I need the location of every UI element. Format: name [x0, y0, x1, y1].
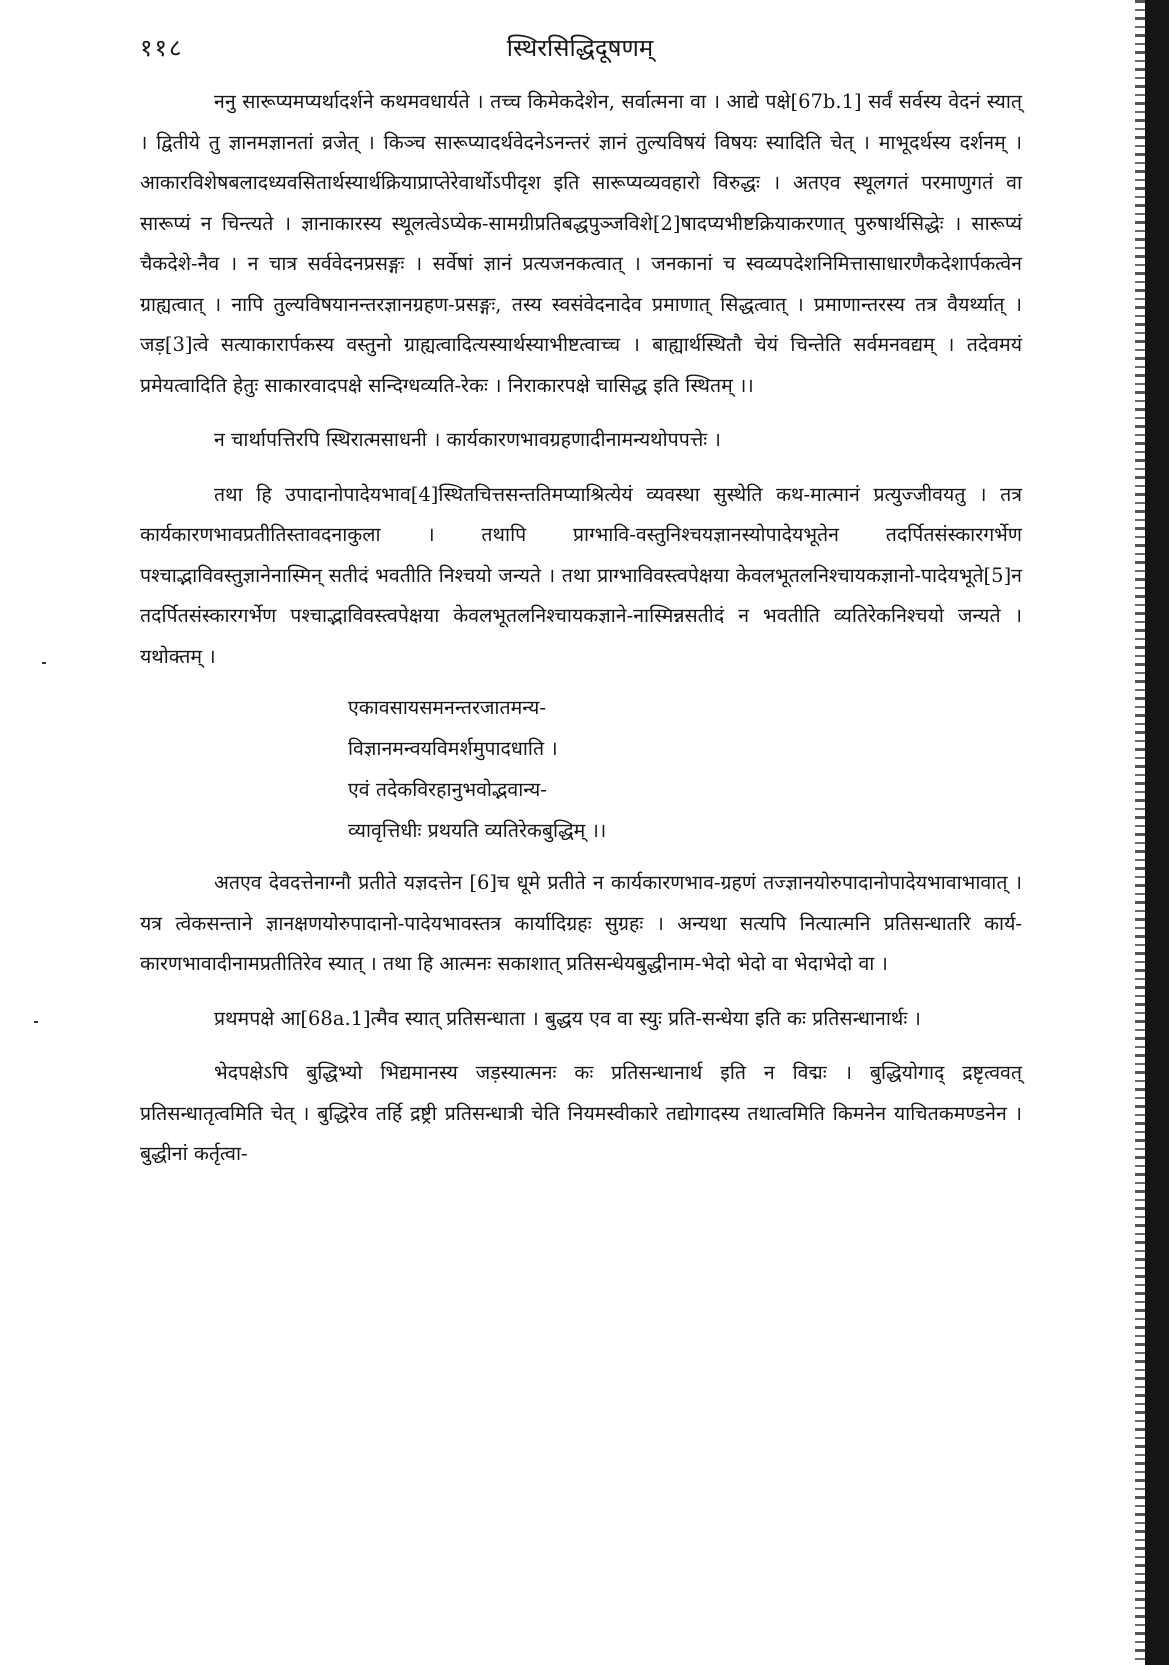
paragraph-5: प्रथमपक्षे आ[68a.1]त्मैव स्यात् प्रतिसन्धाता । बुद्धय एव वा स्युः प्रति-सन्धेया इति कः प्रतिसन्धानार्थः ।: [214, 1006, 921, 1030]
running-title: स्थिरसिद्धिदूषणम्: [506, 34, 654, 62]
paragraph-6: भेदपक्षेऽपि बुद्धिभ्यो भिद्यमानस्य जड़स्यात्मनः कः प्रतिसन्धानार्थ इति न विद्मः । बुद्धियोगाद् द्रष्टृत्ववत् प्रतिसन्धातृत्वमिति चेत् । बुद्धिरेव तर्हि द्रष्ट्री प्रतिसन्धात्री चेति नियमस्वीकारे तद्योगादस्य तथात्वमिति किमनेन याचितकमण्डनेन । बुद्धीनां कर्तृत्वा-: [140, 1061, 1022, 1165]
book-spine-edge: [1135, 0, 1145, 1665]
verse-line-2: विज्ञानमन्वयविमर्शमुपादधाति ।: [348, 737, 558, 760]
verse-block: [140, 687, 1022, 851]
page-header: [140, 28, 1020, 68]
paragraph-2: न चार्थापत्तिरपि स्थिरात्मसाधनी । कार्यकारणभावग्रहणादीनामन्यथोपपत्तेः ।: [214, 428, 721, 451]
scan-speck: [34, 1021, 38, 1023]
book-spine-shadow: [1145, 0, 1169, 1665]
paragraph-3: तथा हि उपादानोपादेयभाव[4]स्थितचित्तसन्ततिमप्याश्रित्येयं व्यवस्था सुस्थेति कथ-मात्मानं प्रत्युज्जीवयतु । तत्र कार्यकारणभावप्रतीतिस्तावदनाकुला । तथापि प्राग्भावि-वस्तुनिश्चयज्ञानस्योपादेयभूतेन तदर्पितसंस्कारगर्भेण पश्चाद्भाविवस्तुज्ञानेनास्मिन् सतीदं भवतीति निश्चयो जन्यते । तथा प्राग्भाविवस्त्वपेक्षया केवलभूतलनिश्चायकज्ञानो-पादेयभूते[5]न तदर्पितसंस्कारगर्भेण पश्चाद्भाविवस्त्वपेक्षया केवलभूतलनिश्चायकज्ञाने-नास्मिन्नसतीदं न भवतीति व्यतिरेकनिश्चयो जन्यते । यथोक्तम् ।: [140, 482, 1022, 668]
verse-line-1: एकावसायसमनन्तरजातमन्य-: [348, 696, 546, 719]
body-text: [140, 82, 1022, 1175]
page-number: ११८: [140, 34, 184, 62]
verse-line-3: एवं तदेकविरहानुभवोद्भवान्य-: [348, 778, 547, 801]
verse-line-4: व्यावृत्तिधीः प्रथयति व्यतिरेकबुद्धिम् ।।: [348, 819, 607, 842]
scan-speck: [42, 662, 46, 664]
paragraph-4: अतएव देवदत्तेनाग्नौ प्रतीते यज्ञदत्तेन [6]च धूमे प्रतीते न कार्यकारणभाव-ग्रहणं तज्ज्ञानयोरुपादानोपादेयभावाभावात् । यत्र त्वेकसन्ताने ज्ञानक्षणयोरुपादानो-पादेयभावस्तत्र कार्यादिग्रहः सुग्रहः । अन्यथा सत्यपि नित्यात्मनि प्रतिसन्धातरि कार्य-कारणभावादीनामप्रतीतिरेव स्यात् । तथा हि आत्मनः सकाशात् प्रतिसन्धेयबुद्धीनाम-भेदो भेदो वा भेदाभेदो वा ।: [140, 871, 1022, 975]
paragraph-1: ननु सारूप्यमप्यर्थादर्शने कथमवधार्यते । तच्च किमेकदेशेन, सर्वात्मना वा । आद्ये पक्षे[67b.1] सर्वं सर्वस्य वेदनं स्यात् । द्वितीये तु ज्ञानमज्ञानतां व्रजेत् । किञ्च सारूप्यादर्थवेदनेऽनन्तरं ज्ञानं तुल्यविषयं विषयः स्यादिति चेत् । माभूदर्थस्य दर्शनम् । आकारविशेषबलादध्यवसितार्थस्यार्थक्रियाप्राप्तेरेवार्थोऽपीदृश इति सारूप्यव्यवहारो विरुद्धः । अतएव स्थूलगतं परमाणुगतं वा सारूप्यं न चिन्त्यते । ज्ञानाकारस्य स्थूलत्वेऽप्येक-सामग्रीप्रतिबद्धपुञ्जविशे[2]षादप्यभीष्टक्रियाकरणात् पुरुषार्थसिद्धेः । सारूप्यं चैकदेशे-नैव । न चात्र सर्ववेदनप्रसङ्गः । सर्वेषां ज्ञानं प्रत्यजनकत्वात् । जनकानां च स्वव्यपदेशनिमित्तासाधारणैकदेशार्पकत्वेन ग्राह्यत्वात् । नापि तुल्यविषयानन्तरज्ञानग्रहण-प्रसङ्गः, तस्य स्वसंवेदनादेव प्रमाणात् सिद्धत्वात् । प्रमाणान्तरस्य तत्र वैयर्थ्यात् । जड़[3]त्वे सत्याकारार्पकस्य वस्तुनो ग्राह्यत्वादित्यस्यार्थस्याभीष्टत्वाच्च । बाह्यार्थस्थितौ चेयं चिन्तेति सर्वमनवद्यम् । तदेवमयं प्रमेयत्वादिति हेतुः साकारवादपक्षे सन्दिग्धव्यति-रेकः । निराकारपक्षे चासिद्ध इति स्थितम् ।।: [140, 90, 1022, 397]
